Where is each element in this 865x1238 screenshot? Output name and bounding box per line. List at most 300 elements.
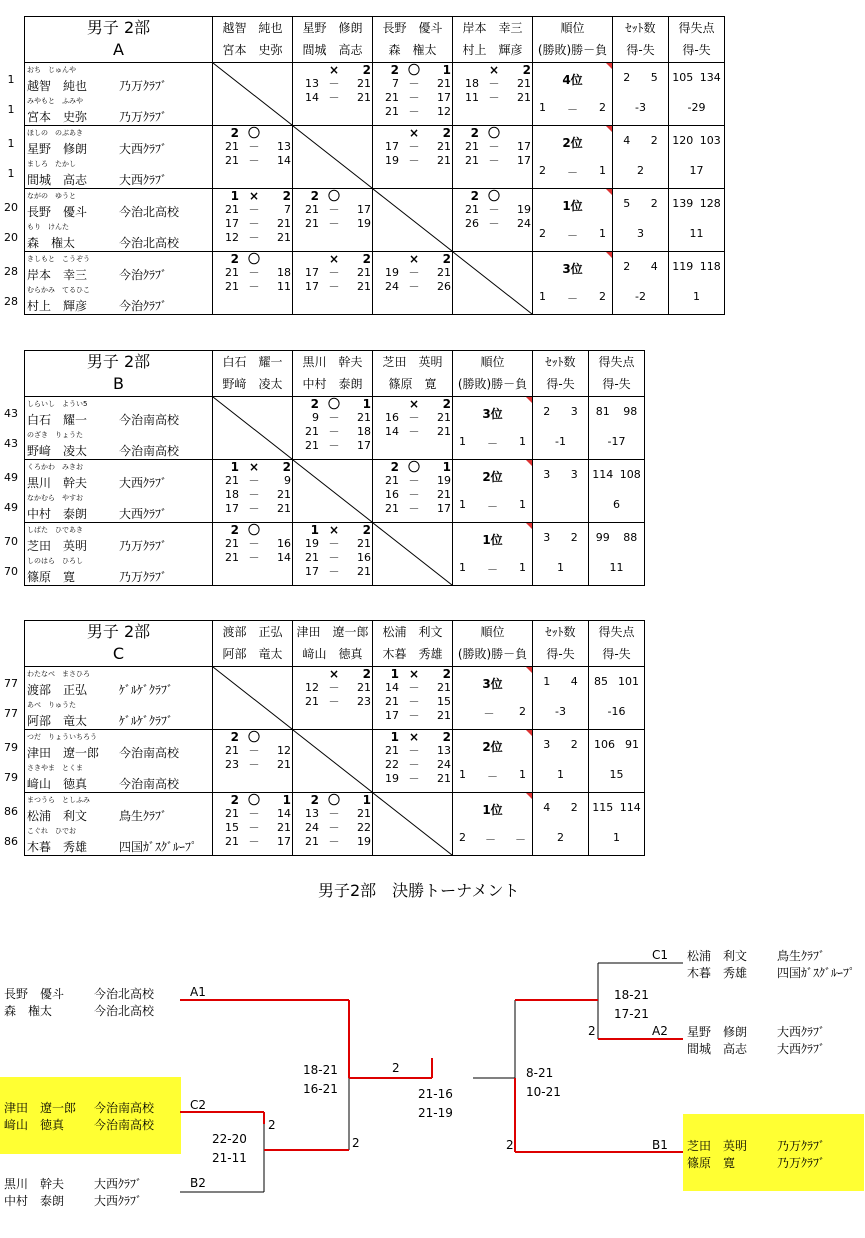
points-won: 85	[594, 675, 608, 688]
player-2-name: 村上 輝彦	[27, 299, 88, 313]
points-diff: 17	[689, 164, 704, 177]
reading-1: しばた ひであき	[27, 526, 83, 534]
sets-won: 4	[623, 134, 631, 147]
rank-cell: 3位 － 2	[453, 667, 533, 730]
points-won: 106	[594, 738, 615, 751]
sets-diff: 2	[637, 164, 644, 177]
points-lost: 118	[699, 260, 721, 273]
sets-won: 1	[543, 675, 551, 688]
bracket-entry-a2: 星野 修朗 大西ｸﾗﾌﾞ 間城 高志 大西ｸﾗﾌﾞ	[687, 1025, 826, 1056]
game-score: 21 － 7	[225, 203, 291, 216]
game-score: 21 － 19	[305, 217, 371, 230]
reading-1: くろかわ みきお	[27, 463, 83, 471]
game-score: 17 － 21	[305, 565, 371, 578]
rank-cell: 2位 1 － 1	[453, 730, 533, 793]
sets-won: 3	[543, 531, 551, 544]
player-1-name: 渡部 正弘	[27, 683, 88, 697]
game-score: 15 － 21	[225, 821, 291, 834]
rank-value: 3位	[482, 407, 503, 421]
sets-diff: -3	[555, 705, 566, 718]
sets-diff: 1	[557, 768, 564, 781]
seed-a1: A1	[190, 985, 206, 999]
draw-number: 77	[4, 707, 18, 720]
game-score: 14 － 21	[385, 425, 451, 438]
wins: 2	[459, 831, 466, 844]
player-1-club: 今治ｸﾗﾌﾞ	[119, 268, 168, 282]
draw-number: 49	[4, 501, 18, 514]
points-header: 得失点 得-失	[589, 621, 645, 667]
column-header-player: 黒川 幹夫 中村 泰朗	[293, 351, 373, 397]
column-header-player: 長野 優斗 森 権太	[373, 17, 453, 63]
game-score: 21 － 17	[305, 439, 371, 452]
game-score: 19 － 21	[385, 154, 451, 167]
points-lost: 101	[618, 675, 639, 688]
game-score: 26 － 24	[465, 217, 531, 230]
reading-1: ほしの のぶあき	[27, 129, 83, 137]
points-diff: -17	[607, 435, 626, 448]
game-score: 21 － 15	[385, 695, 451, 708]
game-score: 21 － 19	[305, 835, 371, 848]
points-diff: 15	[609, 768, 624, 781]
player-1-club: 今治南高校	[119, 746, 180, 760]
points-won: 99	[595, 531, 610, 544]
game-score: 13 － 21	[305, 77, 371, 90]
points-diff: -29	[687, 101, 706, 114]
game-score: 24 － 22	[305, 821, 371, 834]
player-2-club: 大西ｸﾗﾌﾞ	[119, 507, 168, 521]
player-2-club: 乃万ｸﾗﾌﾞ	[119, 110, 168, 124]
reading-1: つだ りょういちろう	[27, 733, 97, 741]
match-result: 1 × 2	[390, 730, 451, 744]
draw-number: 49	[4, 471, 18, 484]
player-1-club: 乃万ｸﾗﾌﾞ	[119, 539, 168, 553]
rank-value: 3位	[562, 262, 583, 276]
player-2-name: 野﨑 凌太	[27, 444, 88, 458]
player-2-club: 今治北高校	[119, 236, 180, 250]
game-score: 17 － 21	[385, 140, 451, 153]
sets-lost: 5	[650, 71, 658, 84]
game-score: 21 － 17	[305, 203, 371, 216]
wins: 2	[539, 164, 546, 177]
reading-2: ましろ たかし	[27, 160, 76, 168]
sets-won: 5	[623, 197, 631, 210]
match-result: 2 〇	[470, 126, 500, 140]
player-2-club: ｹﾞﾙｹﾞｸﾗﾌﾞ	[119, 714, 174, 728]
player-1-name: 黒川 幹夫	[27, 476, 88, 490]
column-header-player: 星野 修朗 間城 高志	[293, 17, 373, 63]
league-title: 男子 2部 A	[25, 17, 213, 63]
sets-diff: -3	[635, 101, 646, 114]
game-score: 21 － 18	[225, 266, 291, 279]
rank-cell: 1位 1 － 1	[453, 523, 533, 586]
sets-diff: -2	[635, 290, 646, 303]
player-2-club: 大西ｸﾗﾌﾞ	[119, 173, 168, 187]
points-won: 119	[672, 260, 694, 273]
game-score: 21 － 19	[385, 474, 451, 487]
draw-number: 20	[4, 231, 18, 244]
match-result: 1 × 2	[230, 460, 291, 474]
points-header: 得失点 得-失	[589, 351, 645, 397]
reading-2: しのはら ひろし	[27, 557, 83, 565]
sets-lost: 2	[570, 738, 578, 751]
reading-1: おち じゅんや	[27, 66, 76, 74]
rank-value: 2位	[562, 136, 583, 150]
player-1-club: 今治南高校	[119, 413, 180, 427]
left-r1-score-a: 22-20	[212, 1132, 247, 1146]
sets-lost: 4	[570, 675, 578, 688]
final-win: 2	[392, 1061, 400, 1075]
final-score-a: 21-16	[418, 1087, 453, 1101]
sets-won: 4	[543, 801, 551, 814]
losses: 1	[599, 227, 606, 240]
game-score: 12 － 21	[305, 681, 371, 694]
game-score: 21 － 17	[465, 140, 531, 153]
reading-2: こぐれ ひでお	[27, 827, 76, 835]
draw-number: 1	[7, 167, 15, 180]
bracket-entry-a1: 長野 優斗 今治北高校 森 権太 今治北高校	[4, 987, 155, 1018]
game-score: 18 － 21	[465, 77, 531, 90]
game-score: 21 － 14	[225, 551, 291, 564]
player-1-name: 岸本 幸三	[27, 268, 88, 282]
game-score: 21 － 12	[225, 744, 291, 757]
points-lost: 98	[623, 405, 638, 418]
left-sf-win: 2	[352, 1136, 360, 1150]
rank-value: 1位	[562, 199, 583, 213]
game-score: 12 － 21	[225, 231, 291, 244]
points-won: 105	[672, 71, 694, 84]
seed-b1: B1	[652, 1138, 668, 1152]
game-score: 19 － 21	[385, 772, 451, 785]
player-1-club: 乃万ｸﾗﾌﾞ	[119, 79, 168, 93]
losses: 2	[519, 705, 526, 718]
draw-number: 28	[4, 265, 18, 278]
draw-number: 79	[4, 771, 18, 784]
seed-b2: B2	[190, 1176, 206, 1190]
points-diff: -16	[607, 705, 626, 718]
game-score: 21 － 17	[385, 502, 451, 515]
rank-cell: 2位 1 － 1	[453, 460, 533, 523]
player-1-club: 鳥生ｸﾗﾌﾞ	[119, 809, 168, 823]
player-1-club: 今治北高校	[119, 205, 180, 219]
points-won: 115	[592, 801, 614, 814]
league-title: 男子 2部 B	[25, 351, 213, 397]
left-r1-score-b: 21-11	[212, 1151, 247, 1165]
game-score: 9 － 21	[312, 411, 371, 424]
game-score: 19 － 21	[385, 266, 451, 279]
match-result: × 2	[408, 252, 451, 266]
game-score: 7 － 21	[392, 77, 451, 90]
losses: 1	[519, 435, 526, 448]
rank-cell: 2位 2 － 1	[533, 126, 613, 189]
rank-value: 2位	[482, 470, 503, 484]
final-score-b: 21-19	[418, 1106, 453, 1120]
draw-number: 70	[4, 565, 18, 578]
bracket-entry-b1: 芝田 英明 乃万ｸﾗﾌﾞ 篠原 寛 乃万ｸﾗﾌﾞ	[687, 1139, 826, 1170]
match-result: 2 〇	[230, 126, 260, 140]
right-r1-score-b: 17-21	[614, 1007, 649, 1021]
game-score: 21 － 11	[225, 280, 291, 293]
draw-number: 43	[4, 437, 18, 450]
player-2-name: 篠原 寛	[27, 570, 76, 584]
rank-value: 3位	[482, 677, 503, 691]
game-score: 13 － 21	[305, 807, 371, 820]
player-2-name: 宮本 史弥	[27, 110, 88, 124]
points-diff: 11	[609, 561, 624, 574]
right-sf-win: 2	[506, 1138, 514, 1152]
column-header-player: 松浦 利文 木暮 秀雄	[373, 621, 453, 667]
game-score: 22 － 24	[385, 758, 451, 771]
sets-lost: 3	[570, 468, 578, 481]
game-score: 16 － 21	[385, 411, 451, 424]
player-1-club: 大西ｸﾗﾌﾞ	[119, 476, 168, 490]
points-lost: 91	[625, 738, 639, 751]
reading-1: ながの ゆうと	[27, 192, 76, 200]
points-won: 120	[672, 134, 694, 147]
losses: 1	[519, 768, 526, 781]
game-score: 21 － 13	[225, 140, 291, 153]
match-result: 2 〇	[230, 730, 260, 744]
game-score: 24 － 26	[385, 280, 451, 293]
game-score: 17 － 21	[385, 709, 451, 722]
match-result: 1 × 2	[230, 189, 291, 203]
rank-cell: 1位 2 － 1	[533, 189, 613, 252]
rank-value: 2位	[482, 740, 503, 754]
draw-number: 86	[4, 805, 18, 818]
points-lost: 134	[699, 71, 721, 84]
rank-cell: 4位 1 － 2	[533, 63, 613, 126]
game-score: 11 － 21	[465, 91, 531, 104]
column-header-player: 津田 遼一郎 﨑山 徳真	[293, 621, 373, 667]
game-score: 21 － 17	[225, 835, 291, 848]
game-score: 17 － 21	[305, 266, 371, 279]
draw-number: 79	[4, 741, 18, 754]
column-header-player: 越智 純也 宮本 史弥	[213, 17, 293, 63]
game-score: 21 － 13	[385, 744, 451, 757]
wins: 1	[539, 290, 546, 303]
match-result: × 2	[328, 63, 371, 77]
sets-header: ｾｯﾄ数 得-失	[533, 621, 589, 667]
points-diff: 6	[613, 498, 620, 511]
player-2-name: 中村 泰朗	[27, 507, 88, 521]
match-result: 2 〇	[470, 189, 500, 203]
game-score: 17 － 21	[305, 280, 371, 293]
sets-won: 2	[623, 71, 631, 84]
reading-2: のざき りょうた	[27, 431, 83, 439]
right-r1-win: 2	[588, 1024, 596, 1038]
player-2-name: 阿部 竜太	[27, 714, 88, 728]
game-score: 17 － 21	[225, 217, 291, 230]
draw-number: 28	[4, 295, 18, 308]
player-1-name: 白石 耀一	[27, 413, 88, 427]
game-score: 16 － 21	[385, 488, 451, 501]
losses: 1	[599, 164, 606, 177]
points-lost: 114	[619, 801, 641, 814]
match-result: × 2	[328, 252, 371, 266]
game-score: 21 － 19	[465, 203, 531, 216]
game-score: 21 － 18	[305, 425, 371, 438]
player-1-name: 越智 純也	[27, 79, 88, 93]
reading-2: さきやま とくま	[27, 764, 83, 772]
wins: 1	[459, 435, 466, 448]
sets-header: ｾｯﾄ数 得-失	[533, 351, 589, 397]
sets-won: 2	[543, 405, 551, 418]
reading-1: まつうら としふみ	[27, 796, 90, 804]
player-2-club: 乃万ｸﾗﾌﾞ	[119, 570, 168, 584]
player-2-name: 﨑山 徳真	[27, 777, 88, 791]
points-lost: 128	[699, 197, 721, 210]
sets-lost: 2	[570, 531, 578, 544]
player-1-club: 大西ｸﾗﾌﾞ	[119, 142, 168, 156]
match-result: 2 〇 1	[230, 793, 291, 807]
column-header-player: 白石 耀一 野﨑 凌太	[213, 351, 293, 397]
rank-value: 4位	[562, 73, 583, 87]
rank-header: 順位 (勝敗)勝－負	[453, 351, 533, 397]
sets-lost: 2	[570, 801, 578, 814]
losses: 1	[519, 561, 526, 574]
right-sf-score-b: 10-21	[526, 1085, 561, 1099]
column-header-player: 岸本 幸三 村上 輝彦	[453, 17, 533, 63]
draw-number: 20	[4, 201, 18, 214]
match-result: × 2	[408, 126, 451, 140]
points-won: 114	[592, 468, 614, 481]
sets-header: ｾｯﾄ数 得-失	[613, 17, 669, 63]
sets-lost: 4	[650, 260, 658, 273]
game-score: 21 － 14	[225, 807, 291, 820]
final-tournament-title: 男子2部 決勝トーナメント	[318, 881, 520, 900]
right-r1-score-a: 18-21	[614, 988, 649, 1002]
sets-diff: -1	[555, 435, 566, 448]
left-sf-score-b: 16-21	[303, 1082, 338, 1096]
points-lost: 108	[619, 468, 641, 481]
sets-diff: 2	[557, 831, 564, 844]
match-result: 2 〇 1	[310, 793, 371, 807]
bracket-entry-c1: 松浦 利文 鳥生ｸﾗﾌﾞ 木暮 秀雄 四国ｶﾞｽｸﾞﾙｰﾌﾟ	[687, 949, 856, 980]
seed-c2: C2	[190, 1098, 207, 1112]
game-score: 21 － 14	[225, 154, 291, 167]
sets-won: 3	[543, 468, 551, 481]
rank-header: 順位 (勝敗)勝－負	[453, 621, 533, 667]
game-score: 21 － 9	[225, 474, 291, 487]
game-score: 21 － 23	[305, 695, 371, 708]
points-diff: 1	[613, 831, 620, 844]
match-result: × 2	[488, 63, 531, 77]
losses: 1	[519, 498, 526, 511]
match-result: 2 〇 1	[390, 63, 451, 77]
bracket-entry-c2: 津田 遼一郎 今治南高校 﨑山 徳真 今治南高校	[4, 1101, 155, 1132]
points-header: 得失点 得-失	[669, 17, 725, 63]
sets-lost: 2	[650, 197, 658, 210]
reading-2: あべ りゅうた	[27, 701, 76, 709]
game-score: 19 － 21	[305, 537, 371, 550]
match-result: 1 × 2	[390, 667, 451, 681]
sets-lost: 2	[650, 134, 658, 147]
points-lost: 103	[699, 134, 721, 147]
draw-number: 86	[4, 835, 18, 848]
player-2-name: 森 権太	[27, 236, 76, 250]
match-result: 2 〇	[230, 523, 260, 537]
wins: 1	[539, 101, 546, 114]
game-score: 21 － 16	[305, 551, 371, 564]
player-2-club: 今治南高校	[119, 444, 180, 458]
losses: －	[515, 833, 526, 846]
draw-number: 77	[4, 677, 18, 690]
draw-number: 1	[7, 73, 15, 86]
wins: 1	[459, 561, 466, 574]
draw-number: 1	[7, 137, 15, 150]
seed-c1: C1	[652, 948, 669, 962]
left-r1-win: 2	[268, 1118, 276, 1132]
reading-1: わたなべ まさひろ	[27, 670, 90, 678]
rank-header: 順位 (勝敗)勝－負	[533, 17, 613, 63]
player-1-name: 津田 遼一郎	[27, 746, 100, 760]
player-1-name: 松浦 利文	[27, 809, 88, 823]
league-title: 男子 2部 C	[25, 621, 213, 667]
match-result: 2 〇 1	[390, 460, 451, 474]
reading-2: むらかみ てるひこ	[27, 286, 90, 294]
game-score: 17 － 21	[225, 502, 291, 515]
sets-diff: 1	[557, 561, 564, 574]
reading-1: きしもと こうぞう	[27, 255, 90, 263]
reading-2: みやもと ふみや	[27, 97, 83, 105]
game-score: 18 － 21	[225, 488, 291, 501]
losses: 2	[599, 290, 606, 303]
game-score: 21 － 16	[225, 537, 291, 550]
losses: 2	[599, 101, 606, 114]
sets-won: 3	[543, 738, 551, 751]
left-sf-score-a: 18-21	[303, 1063, 338, 1077]
draw-number: 70	[4, 535, 18, 548]
player-1-club: ｹﾞﾙｹﾞｸﾗﾌﾞ	[119, 683, 174, 697]
points-won: 81	[595, 405, 610, 418]
sets-lost: 3	[570, 405, 578, 418]
rank-value: 1位	[482, 533, 503, 547]
player-2-club: 今治南高校	[119, 777, 180, 791]
wins: 1	[459, 498, 466, 511]
sets-diff: 3	[637, 227, 644, 240]
game-score: 14 － 21	[305, 91, 371, 104]
match-result: 2 〇 1	[310, 397, 371, 411]
match-result: × 2	[328, 667, 371, 681]
match-result: 2 〇	[310, 189, 340, 203]
rank-value: 1位	[482, 803, 503, 817]
reading-2: もり けんた	[27, 223, 69, 231]
match-result: 2 〇	[230, 252, 260, 266]
column-header-player: 渡部 正弘 阿部 竜太	[213, 621, 293, 667]
wins: 2	[539, 227, 546, 240]
game-score: 21 － 12	[385, 105, 451, 118]
seed-a2: A2	[652, 1024, 668, 1038]
game-score: 21 － 17	[465, 154, 531, 167]
column-header-player: 芝田 英明 篠原 寛	[373, 351, 453, 397]
game-score: 23 － 21	[225, 758, 291, 771]
points-lost: 88	[623, 531, 638, 544]
sets-won: 2	[623, 260, 631, 273]
bracket-entry-b2: 黒川 幹夫 大西ｸﾗﾌﾞ 中村 泰朗 大西ｸﾗﾌﾞ	[4, 1177, 143, 1208]
wins: 1	[459, 768, 466, 781]
player-2-name: 木暮 秀雄	[27, 840, 88, 854]
points-won: 139	[672, 197, 694, 210]
draw-number: 1	[7, 103, 15, 116]
points-diff: 1	[693, 290, 700, 303]
reading-1: しらいし ようい5	[27, 400, 88, 408]
points-diff: 11	[689, 227, 704, 240]
rank-cell: 1位 2 － －	[453, 793, 533, 856]
player-2-club: 今治ｸﾗﾌﾞ	[119, 299, 168, 313]
game-score: 21 － 17	[385, 91, 451, 104]
player-1-name: 長野 優斗	[27, 205, 88, 219]
player-2-club: 四国ｶﾞｽｸﾞﾙｰﾌﾟ	[119, 840, 198, 854]
rank-cell: 3位 1 － 2	[533, 252, 613, 315]
